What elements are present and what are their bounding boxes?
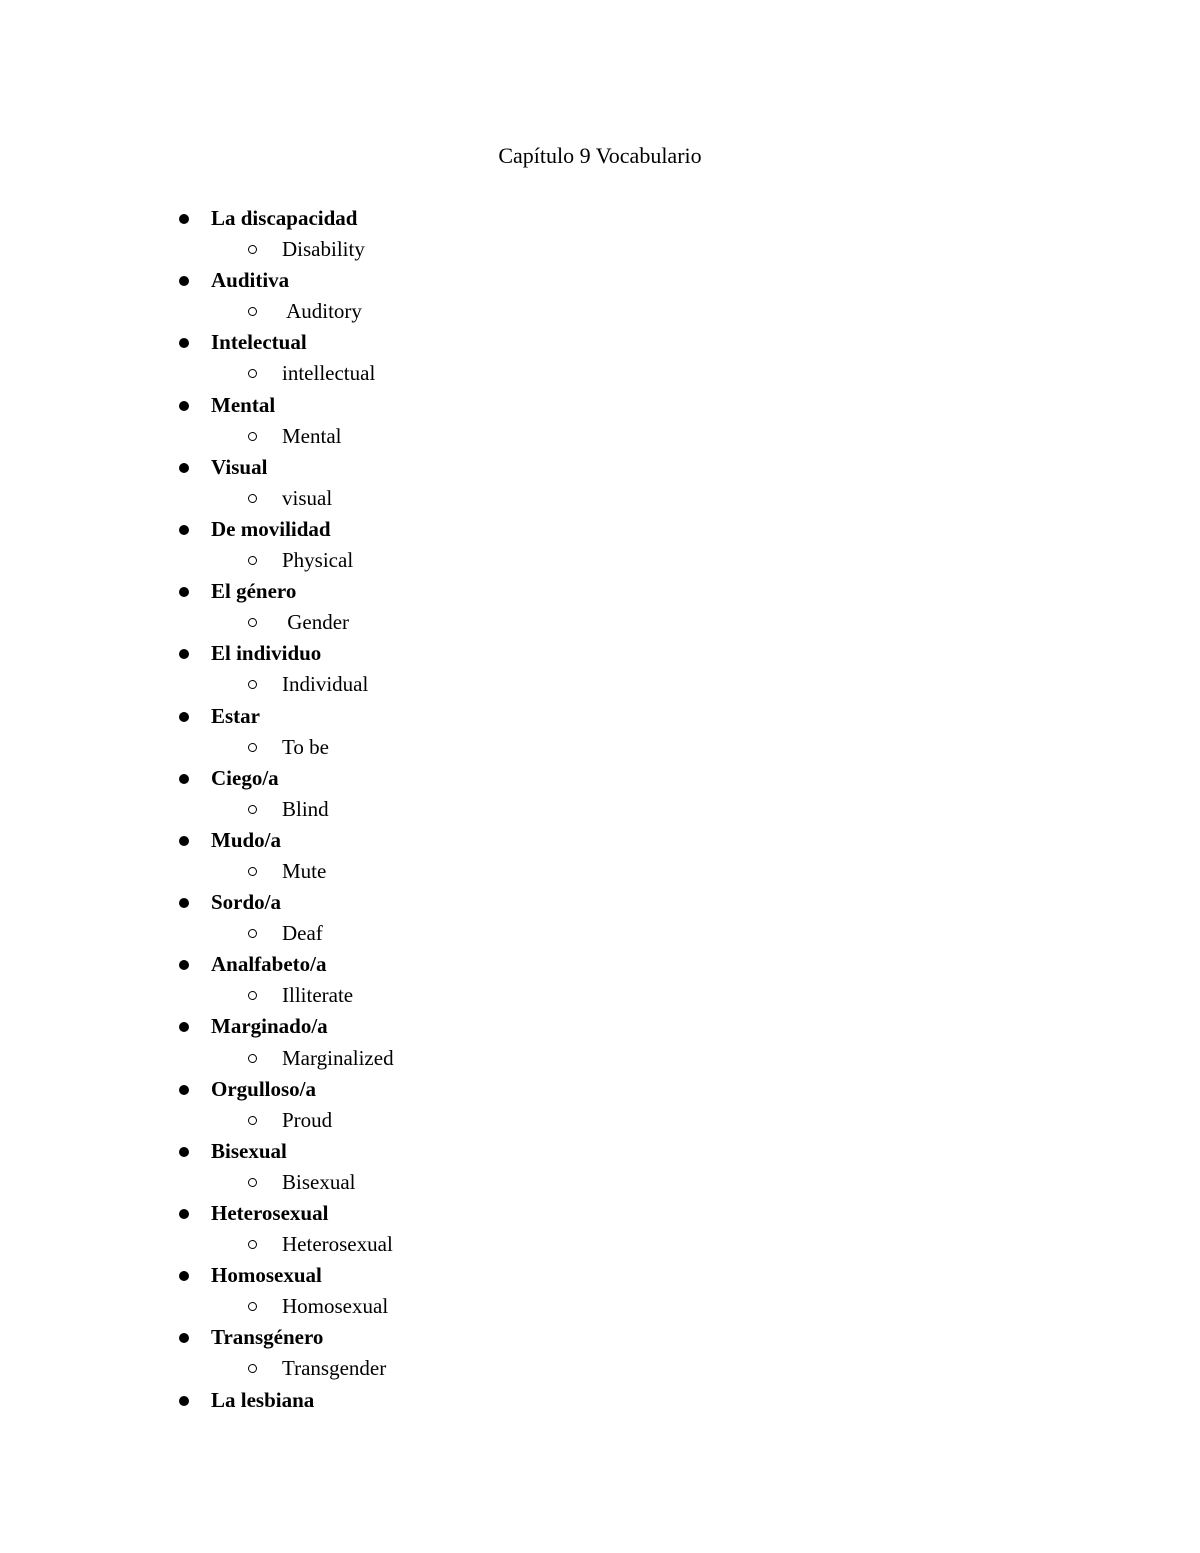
vocab-definition: Heterosexual xyxy=(282,1232,393,1257)
vocab-definition: Auditory xyxy=(282,299,362,324)
filled-bullet-icon xyxy=(179,898,189,908)
filled-bullet-icon xyxy=(179,1085,189,1095)
vocab-definition: Mental xyxy=(282,423,342,448)
filled-bullet-icon xyxy=(179,463,189,473)
vocab-term: Auditiva xyxy=(211,268,290,293)
hollow-bullet-icon xyxy=(248,618,257,627)
vocab-term: Bisexual xyxy=(211,1138,287,1163)
vocab-definition: intellectual xyxy=(282,361,376,386)
vocab-term: Homosexual xyxy=(211,1263,322,1288)
filled-bullet-icon xyxy=(179,401,189,411)
vocab-term: El género xyxy=(211,579,297,604)
hollow-bullet-icon xyxy=(248,1364,257,1373)
vocab-definition: Marginalized xyxy=(282,1045,394,1070)
vocab-term: La lesbiana xyxy=(211,1387,315,1412)
hollow-bullet-icon xyxy=(248,1240,257,1249)
hollow-bullet-icon xyxy=(248,680,257,689)
vocab-definition: Blind xyxy=(282,796,329,821)
filled-bullet-icon xyxy=(179,712,189,722)
hollow-bullet-icon xyxy=(248,991,257,1000)
filled-bullet-icon xyxy=(179,836,189,846)
hollow-bullet-icon xyxy=(248,743,257,752)
vocab-term: El individuo xyxy=(211,641,322,666)
hollow-bullet-icon xyxy=(248,245,257,254)
filled-bullet-icon xyxy=(179,649,189,659)
filled-bullet-icon xyxy=(179,338,189,348)
hollow-bullet-icon xyxy=(248,556,257,565)
hollow-bullet-icon xyxy=(248,929,257,938)
vocab-term: La discapacidad xyxy=(211,206,358,230)
filled-bullet-icon xyxy=(179,774,189,784)
hollow-bullet-icon xyxy=(248,1178,257,1187)
filled-bullet-icon xyxy=(179,1147,189,1157)
vocab-term: Intelectual xyxy=(211,330,307,355)
vocab-term: Estar xyxy=(211,703,260,728)
vocab-term: Sordo/a xyxy=(211,890,282,915)
vocab-definition: visual xyxy=(282,485,333,510)
hollow-bullet-icon xyxy=(248,1116,257,1125)
vocab-term: Visual xyxy=(211,454,268,479)
page-title: Capítulo 9 Vocabulario xyxy=(498,143,702,168)
vocab-term: Mudo/a xyxy=(211,827,282,852)
vocab-definition: Deaf xyxy=(282,921,323,946)
vocab-definition: Bisexual xyxy=(282,1169,356,1194)
filled-bullet-icon xyxy=(179,587,189,597)
vocab-term: Marginado/a xyxy=(211,1014,328,1039)
vocab-definition: Individual xyxy=(282,672,369,697)
vocab-term: Orgulloso/a xyxy=(211,1076,317,1101)
vocab-definition: Disability xyxy=(282,237,365,262)
vocab-definition: Gender xyxy=(282,610,350,635)
vocab-definition: Illiterate xyxy=(282,983,354,1008)
filled-bullet-icon xyxy=(179,960,189,970)
hollow-bullet-icon xyxy=(248,1302,257,1311)
vocab-term: De movilidad xyxy=(211,516,331,541)
vocab-definition: Transgender xyxy=(282,1356,387,1381)
vocab-term: Ciego/a xyxy=(211,765,279,790)
vocab-definition: Homosexual xyxy=(282,1294,389,1319)
vocab-definition: To be xyxy=(282,734,329,759)
hollow-bullet-icon xyxy=(248,494,257,503)
vocab-definition: Physical xyxy=(282,548,354,573)
filled-bullet-icon xyxy=(179,1396,189,1406)
filled-bullet-icon xyxy=(179,1271,189,1281)
hollow-bullet-icon xyxy=(248,1054,257,1063)
vocab-term: Mental xyxy=(211,392,276,417)
filled-bullet-icon xyxy=(179,1209,189,1219)
filled-bullet-icon xyxy=(179,1333,189,1343)
filled-bullet-icon xyxy=(179,214,189,224)
hollow-bullet-icon xyxy=(248,805,257,814)
filled-bullet-icon xyxy=(179,276,189,286)
vocab-term: Heterosexual xyxy=(211,1201,329,1225)
filled-bullet-icon xyxy=(179,525,189,535)
hollow-bullet-icon xyxy=(248,307,257,316)
vocab-definition: Mute xyxy=(282,858,327,883)
hollow-bullet-icon xyxy=(248,369,257,378)
vocab-term: Analfabeto/a xyxy=(211,952,327,977)
vocab-definition: Proud xyxy=(282,1107,333,1132)
hollow-bullet-icon xyxy=(248,867,257,876)
hollow-bullet-icon xyxy=(248,432,257,441)
vocab-term: Transgénero xyxy=(211,1325,324,1350)
filled-bullet-icon xyxy=(179,1022,189,1032)
